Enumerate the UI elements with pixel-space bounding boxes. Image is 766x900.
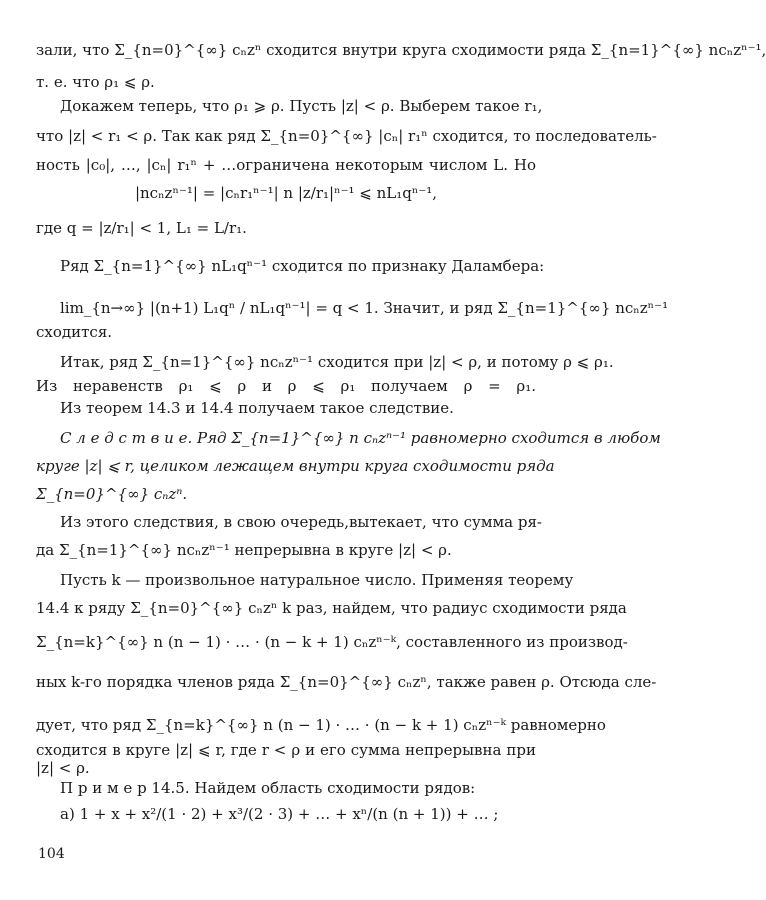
text-line: |z| < ρ.	[36, 759, 90, 777]
formula: lim_{n→∞} |(n+1) L₁qⁿ / nL₁qⁿ⁻¹| = q < 1. Значит, и ряд Σ_{n=1}^{∞} ncₙzⁿ⁻¹	[60, 299, 669, 317]
page-number: 104	[38, 846, 65, 862]
corollary-text: круге |z| ⩽ r, целиком лежащем внутри круга сходимости ряда	[36, 457, 555, 475]
text-line: где q = |z/r₁| < 1, L₁ = L/r₁.	[36, 219, 247, 237]
text-line: ных k-го порядка членов ряда Σ_{n=0}^{∞} cₙzⁿ, также равен ρ. Отсюда сле-	[36, 673, 657, 691]
text-line: сходится.	[36, 323, 113, 341]
text-line: ность |c₀|, …, |cₙ| r₁ⁿ + …ограничена некоторым числом L. Но	[36, 156, 536, 174]
formula: |ncₙzⁿ⁻¹| = |cₙr₁ⁿ⁻¹| n |z/r₁|ⁿ⁻¹ ⩽ nL₁qⁿ⁻¹,	[134, 184, 438, 202]
text-line: зали, что Σ_{n=0}^{∞} cₙzⁿ сходится внутри круга сходимости ряда Σ_{n=1}^{∞} ncₙzⁿ⁻¹,	[36, 41, 766, 59]
text-line: что |z| < r₁ < ρ. Так как ряд Σ_{n=0}^{∞} |cₙ| r₁ⁿ сходится, то последователь-	[36, 127, 657, 145]
corollary-text: С л е д с т в и е. Ряд Σ_{n=1}^{∞} n cₙzⁿ⁻¹ равномерно сходится в любом	[60, 429, 661, 447]
text-line: Итак, ряд Σ_{n=1}^{∞} ncₙzⁿ⁻¹ сходится при |z| < ρ, и потому ρ ⩽ ρ₁.	[60, 353, 614, 371]
corollary-line	[36, 456, 555, 476]
text-line: 14.4 к ряду Σ_{n=0}^{∞} cₙzⁿ k раз, найдем, что радиус сходимости ряда	[36, 599, 627, 617]
text-line: Σ_{n=k}^{∞} n (n − 1) · … · (n − k + 1) cₙzⁿ⁻ᵏ, составленного из производ-	[36, 633, 628, 651]
corollary-line	[36, 484, 536, 504]
corollary-line	[60, 428, 661, 448]
example-heading: П р и м е р 14.5. Найдем область сходимости рядов:	[60, 779, 476, 797]
text-line: Из неравенств ρ₁ ⩽ ρ и ρ ⩽ ρ₁ получаем ρ = ρ₁.	[36, 377, 536, 395]
text-line: Докажем теперь, что ρ₁ ⩾ ρ. Пусть |z| < ρ. Выберем такое r₁,	[60, 97, 543, 115]
text-line: Из теорем 14.3 и 14.4 получаем такое следствие.	[60, 399, 454, 417]
text-line: сходится в круге |z| ⩽ r, где r < ρ и его сумма непрерывна при	[36, 741, 536, 759]
formula: а) 1 + x + x²/(1 · 2) + x³/(2 · 3) + … + xⁿ/(n (n + 1)) + … ;	[60, 805, 499, 823]
corollary-text: Σ_{n=0}^{∞} cₙzⁿ.	[36, 485, 188, 503]
text-line: дует, что ряд Σ_{n=k}^{∞} n (n − 1) · … · (n − k + 1) cₙzⁿ⁻ᵏ равномерно	[36, 716, 606, 734]
text-line: Из этого следствия, в свою очередь,вытекает, что сумма ря-	[60, 513, 542, 531]
text-line: т. е. что ρ₁ ⩽ ρ.	[36, 73, 155, 91]
text-line: Ряд Σ_{n=1}^{∞} nL₁qⁿ⁻¹ сходится по признаку Даламбера:	[60, 257, 545, 275]
text-line: да Σ_{n=1}^{∞} ncₙzⁿ⁻¹ непрерывна в круге |z| < ρ.	[36, 541, 452, 559]
text-line: Пусть k — произвольное натуральное число. Применяя теорему	[60, 571, 574, 589]
